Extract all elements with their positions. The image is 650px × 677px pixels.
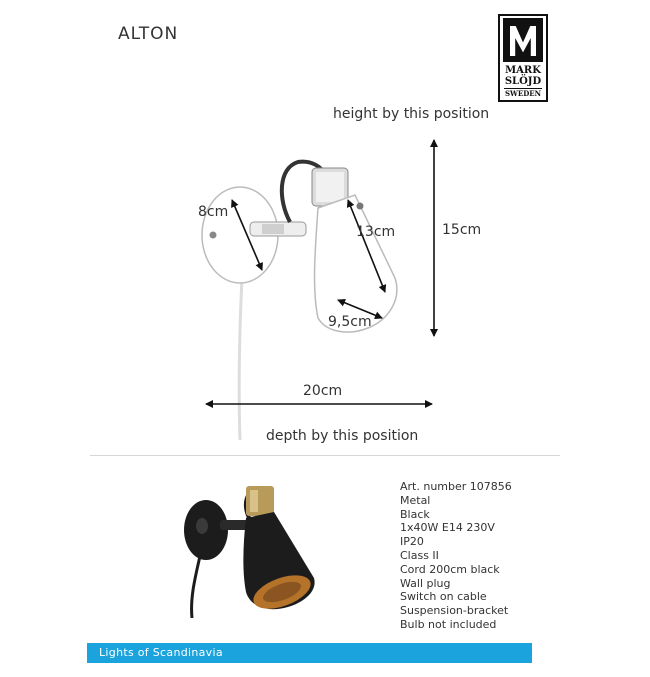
product-title: ALTON [118,24,179,44]
logo-text-sweden: SWEDEN [504,89,542,98]
footer-bar [87,643,532,663]
product-photo [150,468,390,618]
spec-item-bulb: 1x40W E14 230V [400,521,495,535]
label-dim-depth: 20cm [303,383,343,399]
spec-item-ip-rating: IP20 [400,535,424,549]
spec-item-class: Class II [400,548,439,562]
spec-item-art-number: Art. number 107856 [400,480,512,493]
label-dim-backplate: 8cm [198,204,229,220]
section-divider [90,455,560,456]
cord [239,278,242,440]
spec-item-material: Metal [400,493,431,507]
label-dim-height: 15cm [442,222,482,238]
label-depth-position: depth by this position [266,428,419,444]
spec-item-switch: Switch on cable [400,590,487,604]
label-dim-shade-length: 13cm [356,224,396,240]
lamp-shade [315,195,397,332]
spec-item-color: Black [400,507,430,521]
spec-item-cord: Cord 200cm black [400,562,500,576]
logo-text-mark: MARK [505,65,541,76]
spec-item-bulb-note: Bulb not included [400,617,497,631]
spec-item-bracket: Suspension-bracket [400,604,509,618]
label-dim-shade-diameter: 9,5cm [328,314,372,330]
photo-cord [192,556,200,618]
spec-item-plug: Wall plug [400,576,451,590]
label-height-position: height by this position [333,106,490,122]
logo-text-slojd: SLÖJD [504,76,542,87]
footer-text: Lights of Scandinavia [99,646,223,659]
spec-list [400,480,512,632]
